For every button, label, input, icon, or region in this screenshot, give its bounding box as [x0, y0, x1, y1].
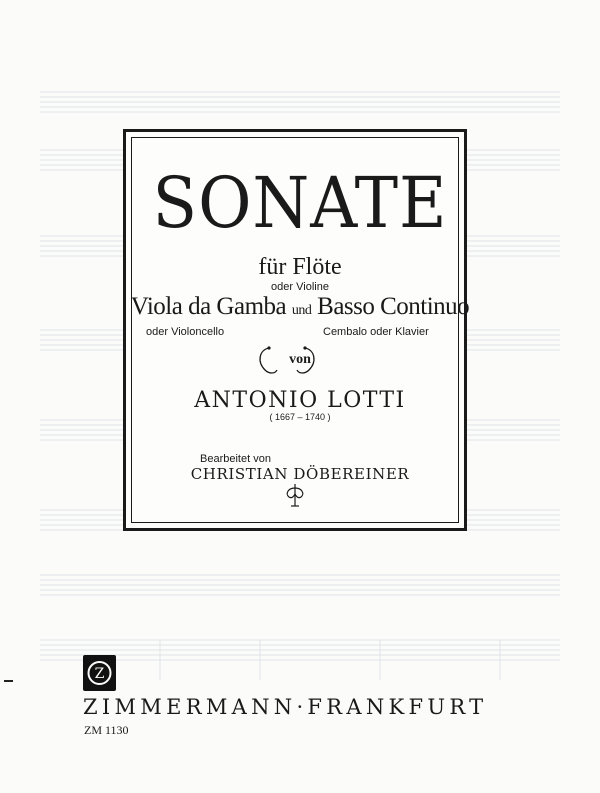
margin-mark: [4, 680, 13, 682]
fleuron-ornament-icon: [282, 482, 308, 508]
instrument-basso-continuo: Basso Continuo: [317, 293, 470, 320]
conjunction-und: und: [291, 303, 312, 318]
publisher-logo-icon: [83, 655, 116, 691]
work-title: SONATE: [152, 162, 448, 244]
composer-dates: ( 1667 – 1740 ): [269, 412, 331, 422]
alternative-instrument-violin: oder Violine: [271, 281, 329, 293]
publisher-name: ZIMMERMANN·FRANKFURT: [83, 695, 488, 719]
publisher-logo-letter: Z: [94, 666, 105, 682]
alternative-instrument-cello: oder Violoncello: [146, 326, 225, 338]
editor-name: CHRISTIAN DÖBEREINER: [190, 465, 410, 483]
arranged-by-label: Bearbeitet von: [200, 453, 271, 465]
catalog-number: ZM 1130: [84, 723, 129, 737]
by-label: von: [289, 352, 311, 367]
instrumentation-line: [0, 293, 600, 325]
alternative-instrument-keyboard: Cembalo oder Klavier: [323, 326, 429, 338]
composer-name: ANTONIO LOTTI: [194, 388, 406, 413]
for-instrument-line: für Flöte: [258, 254, 342, 280]
instrument-viola-da-gamba: Viola da Gamba: [130, 293, 287, 320]
